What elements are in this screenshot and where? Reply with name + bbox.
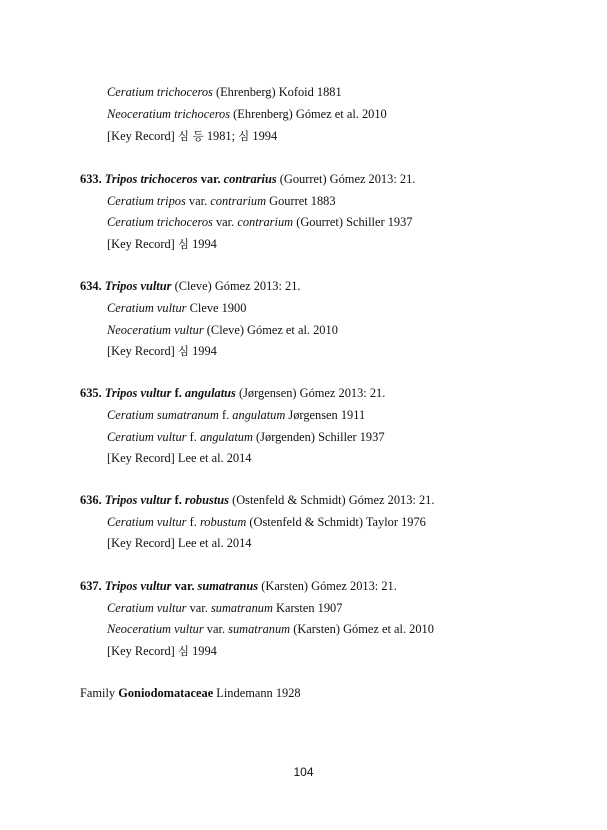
synonym-line xyxy=(107,236,217,252)
text-run: [Key Record] xyxy=(107,644,178,658)
text-run: sumatranum xyxy=(210,601,273,615)
text-run: 심 xyxy=(177,237,189,251)
text-run: Lindemann 1928 xyxy=(213,686,301,700)
synonym-line xyxy=(107,643,217,659)
text-run: 1994 xyxy=(188,644,217,658)
text-run: 635. xyxy=(80,386,105,400)
text-run: f. xyxy=(186,430,200,444)
text-run: angulatum xyxy=(199,430,253,444)
entry-heading xyxy=(80,278,301,294)
text-run: Tripos vultur xyxy=(104,386,172,400)
text-run: (Ehrenberg) Gómez et al. 2010 xyxy=(230,107,387,121)
text-run: (Jørgenden) Schiller 1937 xyxy=(252,430,385,444)
text-run: 심 xyxy=(238,129,250,143)
text-run: Jørgensen 1911 xyxy=(285,408,366,422)
synonym-line xyxy=(107,84,342,100)
text-run: 심 xyxy=(177,644,189,658)
text-run: [Key Record] Lee et al. 2014 xyxy=(107,536,252,550)
entry-heading xyxy=(80,171,415,187)
text-run: (Cleve) Gómez 2013: 21. xyxy=(171,279,301,293)
text-run: var. xyxy=(212,215,238,229)
text-run: f. xyxy=(218,408,233,422)
text-run: angulatus xyxy=(184,386,236,400)
text-run: (Jørgensen) Gómez 2013: 21. xyxy=(235,386,386,400)
text-run: [Key Record] xyxy=(107,237,178,251)
entry-heading xyxy=(80,578,397,594)
text-run: 633. xyxy=(80,172,105,186)
text-run: var. xyxy=(171,579,198,593)
text-run: Ceratium tripos xyxy=(107,194,186,208)
text-run: contrarium xyxy=(210,194,267,208)
text-run: f. xyxy=(186,515,200,529)
text-run: sumatranus xyxy=(197,579,259,593)
text-run: robustum xyxy=(199,515,247,529)
text-run: var. xyxy=(186,601,211,615)
text-run: (Karsten) Gómez 2013: 21. xyxy=(258,579,397,593)
entry-heading xyxy=(80,385,385,401)
text-run: (Ostenfeld & Schmidt) Taylor 1976 xyxy=(246,515,426,529)
synonym-line xyxy=(107,193,336,209)
text-run: Karsten 1907 xyxy=(272,601,343,615)
synonym-line xyxy=(107,214,413,230)
text-run: Neoceratium vultur xyxy=(107,323,204,337)
text-run: Neoceratium trichoceros xyxy=(107,107,231,121)
text-run: [Key Record] xyxy=(107,344,178,358)
text-run: Neoceratium vultur xyxy=(107,622,204,636)
synonym-line xyxy=(107,300,246,316)
page-number: 104 xyxy=(293,765,314,779)
text-run: [Key Record] Lee et al. 2014 xyxy=(107,451,252,465)
text-run: Cleve 1900 xyxy=(186,301,247,315)
text-run: var. xyxy=(197,172,224,186)
synonym-line xyxy=(107,450,252,466)
text-run: 636. xyxy=(80,493,105,507)
text-run: robustus xyxy=(184,493,229,507)
text-run: contrarius xyxy=(223,172,277,186)
text-run: (Gourret) Gómez 2013: 21. xyxy=(276,172,416,186)
text-run: angulatum xyxy=(232,408,286,422)
text-run: f. xyxy=(171,386,185,400)
synonym-line xyxy=(107,343,217,359)
text-run: (Ostenfeld & Schmidt) Gómez 2013: 21. xyxy=(228,493,435,507)
synonym-line xyxy=(107,621,434,637)
text-run: Ceratium vultur xyxy=(107,301,187,315)
text-run: Goniodomataceae xyxy=(118,686,214,700)
text-run: Ceratium vultur xyxy=(107,515,187,529)
synonym-line xyxy=(107,600,342,616)
entry-heading xyxy=(80,492,434,508)
text-run: Ceratium trichoceros xyxy=(107,215,213,229)
synonym-line xyxy=(107,429,385,445)
text-run: (Ehrenberg) Kofoid 1881 xyxy=(212,85,342,99)
synonym-line xyxy=(107,128,277,144)
text-run: Ceratium vultur xyxy=(107,601,187,615)
text-run: 1981; xyxy=(203,129,239,143)
text-run: Ceratium sumatranum xyxy=(107,408,219,422)
text-run: 심 xyxy=(177,344,189,358)
text-run: 심 등 xyxy=(177,129,204,143)
text-run: f. xyxy=(171,493,185,507)
text-run: 1994 xyxy=(188,344,217,358)
text-run: [Key Record] xyxy=(107,129,178,143)
text-run: 1994 xyxy=(249,129,278,143)
text-run: (Gourret) Schiller 1937 xyxy=(293,215,413,229)
text-run: Gourret 1883 xyxy=(266,194,336,208)
text-run: (Cleve) Gómez et al. 2010 xyxy=(203,323,338,337)
text-run: Tripos trichoceros xyxy=(104,172,198,186)
synonym-line xyxy=(107,407,365,423)
text-run: contrarium xyxy=(237,215,294,229)
text-run: 1994 xyxy=(188,237,217,251)
text-run: Ceratium vultur xyxy=(107,430,187,444)
text-run: sumatranum xyxy=(228,622,291,636)
entry-heading xyxy=(80,685,301,701)
synonym-line xyxy=(107,535,252,551)
synonym-line xyxy=(107,322,338,338)
text-run: Tripos vultur xyxy=(104,579,172,593)
text-run: 637. xyxy=(80,579,105,593)
text-run: var. xyxy=(185,194,211,208)
synonym-line xyxy=(107,106,387,122)
text-run: Family xyxy=(80,686,119,700)
text-run: var. xyxy=(203,622,229,636)
text-run: Tripos vultur xyxy=(104,493,172,507)
text-run: Tripos vultur xyxy=(104,279,172,293)
text-run: Ceratium trichoceros xyxy=(107,85,213,99)
text-run: (Karsten) Gómez et al. 2010 xyxy=(290,622,434,636)
text-run: 634. xyxy=(80,279,105,293)
synonym-line xyxy=(107,514,426,530)
